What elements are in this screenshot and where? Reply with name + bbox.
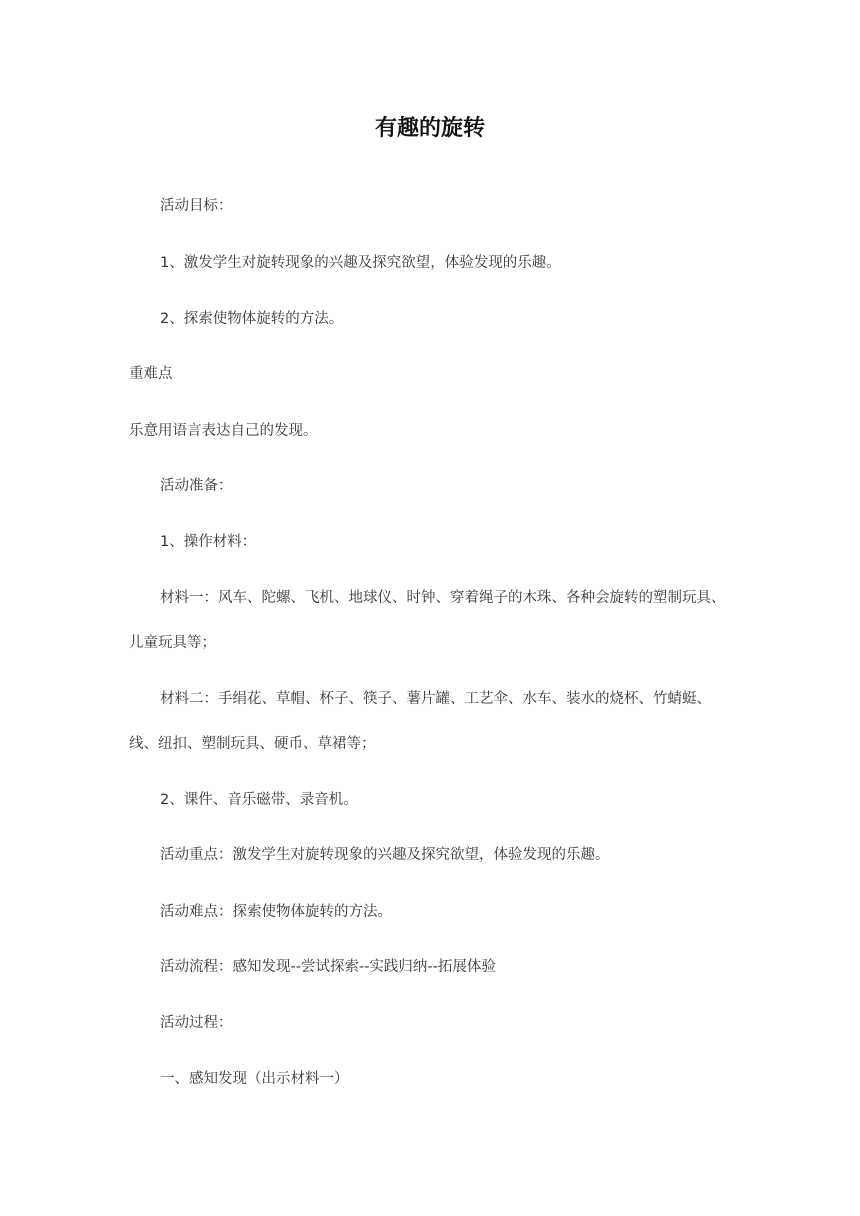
goal-item-1: 1、激发学生对旋转现象的兴趣及探究欲望，体验发现的乐趣。 xyxy=(160,255,561,271)
material-two-line-2: 线、纽扣、塑制玩具、硬币、草裙等； xyxy=(129,736,376,752)
goal-item-2: 2、探索使物体旋转的方法。 xyxy=(160,311,344,327)
activity-flow: 活动流程：感知发现--尝试探索--实践归纳--拓展体验 xyxy=(160,959,496,975)
material-one-line-1: 材料一：风车、陀螺、飞机、地球仪、时钟、穿着绳子的木珠、各种会旋转的塑制玩具、 xyxy=(160,590,726,606)
preparation-item-1: 1、操作材料： xyxy=(160,534,257,550)
material-one-line-2: 儿童玩具等； xyxy=(129,635,216,651)
document-title: 有趣的旋转 xyxy=(374,116,485,141)
section-heading-preparation: 活动准备： xyxy=(160,478,233,494)
process-step-1: 一、感知发现（出示材料一） xyxy=(160,1071,349,1087)
material-two-line-1: 材料二：手绢花、草帽、杯子、筷子、薯片罐、工艺伞、水车、装水的烧杯、竹蜻蜓、 xyxy=(160,691,711,707)
activity-focus: 活动重点：激发学生对旋转现象的兴趣及探究欲望，体验发现的乐趣。 xyxy=(160,847,610,863)
section-heading-process: 活动过程： xyxy=(160,1015,233,1031)
activity-difficulty: 活动难点：探索使物体旋转的方法。 xyxy=(160,904,392,920)
section-heading-key-difficulty: 重难点 xyxy=(129,366,173,382)
key-difficulty-text: 乐意用语言表达自己的发现。 xyxy=(129,423,318,439)
preparation-item-2: 2、课件、音乐磁带、录音机。 xyxy=(160,792,358,808)
section-heading-goals: 活动目标： xyxy=(160,198,233,214)
